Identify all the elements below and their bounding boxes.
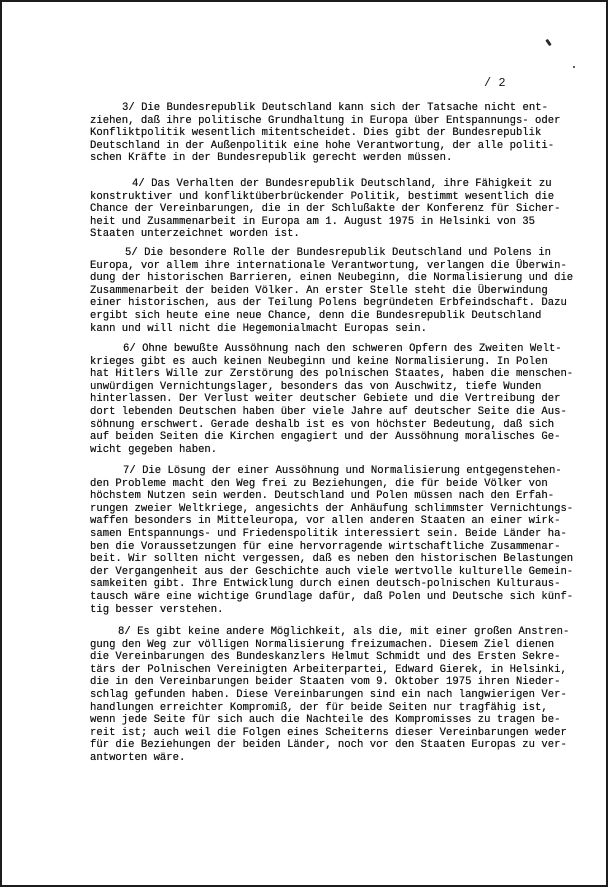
text-line: Europa, vor allem ihre internationale Verantwortung, verlangen die Überwin- — [90, 259, 567, 272]
text-line: tausch wäre eine wichtige Grundlage dafür, daß Polen und Deutsche sich künf- — [90, 590, 574, 603]
text-line: antworten wäre. — [90, 751, 186, 764]
text-line: 3/ Die Bundesrepublik Deutschland kann sich der Tatsache nicht ent- — [122, 102, 548, 114]
scan-speck — [573, 66, 575, 68]
text-line: den Probleme macht den Weg frei zu Beziehungen, die für beide Völker von — [90, 477, 548, 490]
paragraph-8 — [90, 626, 590, 765]
text-line: auf beiden Seiten die Kirchen engagiert und der Aussöhnung moralisches Ge- — [90, 431, 561, 444]
text-line: ergibt sich heute eine neue Chance, denn die Bundesrepublik Deutschland — [90, 309, 542, 322]
text-line: wenn jede Seite für sich auch die Nachteile des Kompromisses zu tragen be- — [90, 714, 561, 727]
text-line: Deutschland in der Außenpolitik eine hohe Verantwortung, der alle politi- — [90, 139, 555, 152]
text-line: waffen besonders in Mitteleuropa, vor allen anderen Staaten an einer wirk- — [90, 515, 561, 528]
text-line: schen Kräfte in der Bundesrepublik gerecht werden müssen. — [90, 152, 453, 165]
text-line: krieges gibt es auch keinen Neubeginn und keine Normalisierung. In Polen — [90, 355, 548, 368]
text-line: söhnung erschwert. Gerade deshalb ist es von höchster Bedeutung, daß sich — [90, 418, 555, 431]
text-line: samen Entspannungs- und Friedenspolitik interessiert sein. Beide Länder ha- — [90, 527, 567, 540]
text-line: Staaten unterzeichnet worden ist. — [90, 228, 300, 241]
paragraph-5 — [90, 247, 590, 335]
text-line: 7/ Die Lösung der einer Aussöhnung und Normalisierung entgegenstehen- — [123, 465, 562, 477]
text-line: handlungen erreichter Kompromiß, der für beide Seiten nur tragfähig ist, — [90, 701, 548, 714]
text-line: unwürdigen Vernichtungslager, besonders das von Auschwitz, tiefe Wunden — [90, 380, 542, 393]
text-line: der Vergangenheit aus der Geschichte auch viele wertvolle kulturelle Gemein- — [90, 565, 574, 578]
text-line: schlag gefunden haben. Diese Vereinbarungen sind ein nach langwierigen Ver- — [90, 688, 567, 701]
paragraph-4 — [90, 178, 590, 241]
text-line: wicht gegeben haben. — [90, 443, 218, 456]
text-line: einer historischen, aus der Teilung Polens begründeten Erbfeindschaft. Dazu — [90, 297, 567, 310]
text-line: kann und will nicht die Hegemonialmacht Europas sein. — [90, 322, 427, 335]
text-line: höchstem Nutzen sein werden. Deutschland und Polen müssen nach den Erfah- — [90, 490, 555, 503]
paragraph-6 — [90, 343, 590, 456]
text-line: Chance der Vereinbarungen, die in der Schlußakte der Konferenz für Sicher- — [90, 203, 561, 216]
text-line: für die Beziehungen der beiden Länder, noch vor den Staaten Europas zu ver- — [90, 739, 567, 752]
text-line: die in den Vereinbarungen beider Staaten vom 9. Oktober 1975 ihren Nieder- — [90, 676, 561, 689]
text-line: Zusammenarbeit der beiden Völker. An erster Stelle steht die Überwindung — [90, 284, 548, 297]
text-line: beit. Wir sollten nicht vergessen, daß es neben den historischen Belastungen — [90, 553, 574, 566]
text-line: dort lebenden Deutschen haben über viele Jahre auf deutscher Seite die Aus- — [90, 405, 567, 418]
page-number: / 2 — [484, 76, 506, 90]
text-line: hat Hitlers Wille zur Zerstörung des polnischen Staates, haben die menschen- — [90, 368, 574, 381]
text-line: gung den Weg zur völligen Normalisierung freizumachen. Diesem Ziel dienen — [90, 638, 555, 651]
text-line: reit ist; auch weil die Folgen eines Scheiterns dieser Vereinbarungen weder — [90, 726, 567, 739]
text-line: die Vereinbarungen des Bundeskanzlers Helmut Schmidt und des Ersten Sekre- — [90, 651, 561, 664]
text-line: hinterlassen. Der Verlust weiter deutscher Gebiete und die Vertreibung der — [90, 393, 561, 406]
text-line: samkeiten gibt. Ihre Entwicklung durch einen deutsch-polnischen Kulturaus- — [90, 578, 561, 591]
paragraph-7 — [90, 465, 590, 616]
text-line: 4/ Das Verhalten der Bundesrepublik Deutschland, ihre Fähigkeit zu — [132, 178, 552, 190]
text-line: Konfliktpolitik wesentlich mitentscheidet. Dies gibt der Bundesrepublik — [90, 127, 542, 140]
text-line: ben die Voraussetzungen für eine hervorragende wirtschaftliche Zusammenar- — [90, 540, 561, 553]
text-line: konstruktiver und konfliktüberbrückender Politik, bestimmt wesentlich die — [90, 190, 555, 203]
text-line: tig besser verstehen. — [90, 603, 224, 616]
text-line: ziehen, daß ihre politische Grundhaltung in Europa über Entspannungs- oder — [90, 114, 561, 127]
text-line: rungen zweier Weltkriege, angesichts der Anhäufung schlimmster Vernichtungs- — [90, 502, 574, 515]
scan-mark — [545, 39, 551, 46]
paragraph-3 — [90, 102, 590, 165]
text-line: heit und Zusammenarbeit in Europa am 1. August 1975 in Helsinki von 35 — [90, 215, 536, 228]
text-line: dung der historischen Barrieren, einen Neubeginn, die Normalisierung und die — [90, 272, 574, 285]
text-line: 8/ Es gibt keine andere Möglichkeit, als die, mit einer großen Anstren- — [118, 626, 570, 638]
text-line: 6/ Ohne bewußte Aussöhnung nach den schweren Opfern des Zweiten Welt- — [123, 343, 562, 355]
text-line: tärs der Polnischen Vereinigten Arbeiterpartei, Edward Gierek, in Helsinki, — [90, 663, 567, 676]
text-line: 5/ Die besondere Rolle der Bundesrepublik Deutschland und Polens in — [125, 247, 551, 259]
